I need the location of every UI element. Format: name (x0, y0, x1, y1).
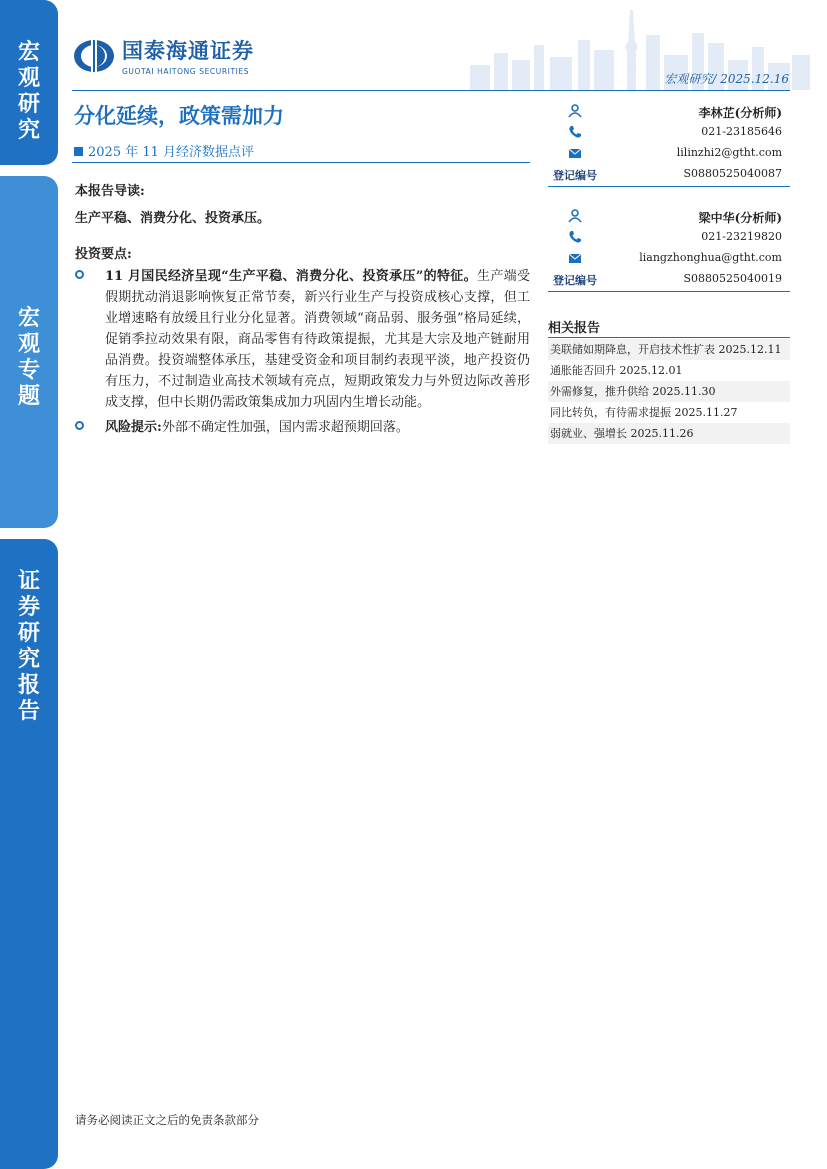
analyst-name: 梁中华(分析师) (698, 211, 782, 225)
report-title: 分化延续，政策需加力 (74, 104, 284, 128)
analyst-card (548, 207, 790, 291)
sidebar-label-macro-topic (0, 306, 58, 410)
guide-text: 生产平稳、消费分化、投资承压。 (75, 211, 271, 226)
circle-bullet-icon (75, 270, 84, 279)
analyst-card (548, 102, 790, 186)
mail-icon (568, 251, 582, 265)
related-report-item[interactable]: 美联储如期降息，开启技术性扩表 2025.12.11 (548, 339, 790, 360)
points-heading: 投资要点: (75, 247, 132, 262)
analyst-reg-no: S0880525040019 (683, 272, 782, 285)
sidebar-char: 研 (17, 621, 40, 646)
risk-warning-lead: 风险提示: (105, 420, 162, 435)
related-report-item[interactable]: 弱就业、强增长 2025.11.26 (548, 423, 790, 444)
header-breadcrumb: 宏观研究/ 2025.12.16 (664, 72, 789, 86)
related-report-item[interactable]: 外需修复，推升供给 2025.11.30 (548, 381, 790, 402)
sidebar-char: 证 (17, 569, 40, 594)
analyst-divider (548, 186, 790, 187)
related-report-item[interactable]: 通胀能否回升 2025.12.01 (550, 364, 683, 377)
risk-warning (75, 417, 530, 438)
sidebar-section-macro-research (0, 0, 58, 165)
square-bullet-icon (74, 147, 83, 156)
analyst-email-row (548, 249, 790, 270)
brand-logo-icon (72, 38, 116, 74)
analyst-reg-no: S0880525040087 (683, 167, 782, 180)
analyst-email[interactable]: liangzhonghua@gtht.com (639, 251, 782, 264)
analyst-phone: 021-23185646 (701, 125, 782, 138)
analyst-name-row (548, 207, 790, 228)
risk-warning-text (105, 417, 530, 438)
report-subtitle (74, 141, 254, 160)
analyst-reg-row (548, 165, 790, 186)
related-reports-heading: 相关报告 (548, 321, 601, 336)
sidebar-label-securities-report (0, 569, 58, 725)
phone-icon (568, 125, 582, 139)
brand-logo (72, 35, 254, 76)
brand-name-cn: 国泰海通证券 (122, 39, 254, 63)
risk-warning-body: 外部不确定性加强，国内需求超预期回落。 (161, 420, 409, 435)
analyst-divider (548, 291, 790, 292)
sidebar-char: 宏 (17, 40, 40, 65)
sidebar-char: 专 (17, 358, 40, 383)
footer-disclaimer: 请务必阅读正文之后的免责条款部分 (75, 1113, 259, 1127)
related-reports-divider (548, 337, 790, 338)
sidebar-char: 观 (17, 66, 40, 91)
phone-icon (568, 230, 582, 244)
mail-icon (568, 146, 582, 160)
related-reports-list (548, 339, 790, 444)
sidebar (0, 0, 58, 1169)
analyst-reg-row (548, 270, 790, 291)
sidebar-char: 究 (17, 118, 40, 143)
analyst-name: 李林芷(分析师) (698, 106, 782, 120)
guide-heading: 本报告导读: (75, 184, 145, 199)
report-subtitle-text: 2025 年 11 月经济数据点评 (88, 145, 255, 160)
user-icon (568, 104, 582, 118)
investment-point (75, 266, 530, 413)
sidebar-label-macro-research (0, 40, 58, 144)
analyst-phone: 021-23219820 (701, 230, 782, 243)
sidebar-char: 宏 (17, 306, 40, 331)
sidebar-char: 题 (17, 384, 40, 409)
sidebar-char: 券 (17, 595, 40, 620)
analyst-email-row (548, 144, 790, 165)
investment-point-lead: 11 月国民经济呈现“生产平稳、消费分化、投资承压”的特征。 (105, 269, 477, 284)
sidebar-char: 研 (17, 92, 40, 117)
analyst-reg-label: 登记编号 (553, 169, 597, 182)
sidebar-char: 究 (17, 647, 40, 672)
header-divider (72, 90, 790, 91)
sidebar-char: 告 (17, 699, 40, 724)
circle-bullet-icon (75, 421, 84, 430)
subtitle-divider (72, 162, 530, 163)
analyst-phone-row (548, 123, 790, 144)
analyst-reg-label: 登记编号 (553, 274, 597, 287)
brand-name-en: GUOTAI HAITONG SECURITIES (122, 67, 250, 76)
analyst-email[interactable]: lilinzhi2@gtht.com (676, 146, 782, 159)
sidebar-char: 观 (17, 332, 40, 357)
analyst-name-row (548, 102, 790, 123)
sidebar-section-macro-topic (0, 176, 58, 528)
related-report-item[interactable]: 同比转负，有待需求提振 2025.11.27 (550, 406, 738, 419)
investment-point-text (105, 266, 530, 413)
sidebar-section-securities-report (0, 539, 58, 1169)
investment-point-body: 生产端受假期扰动消退影响恢复正常节奏，新兴行业生产与投资成核心支撑，但工业增速略有放缓且行业分化显著。消费领域“商品弱、服务强”格局延续，促销季拉动效果有限，商品零售有待政策提振，尤其是大宗及地产链耐用品消费。投资端整体承压，基建受资金和项目制约表现平淡，地产投资仍有压力，不过制造业高技术领域有亮点，短期政策发力与外贸边际改善形成支撑，但中长期仍需政策集成加力巩固内生增长动能。 (105, 269, 530, 410)
user-icon (568, 209, 582, 223)
sidebar-char: 报 (17, 673, 40, 698)
analyst-phone-row (548, 228, 790, 249)
